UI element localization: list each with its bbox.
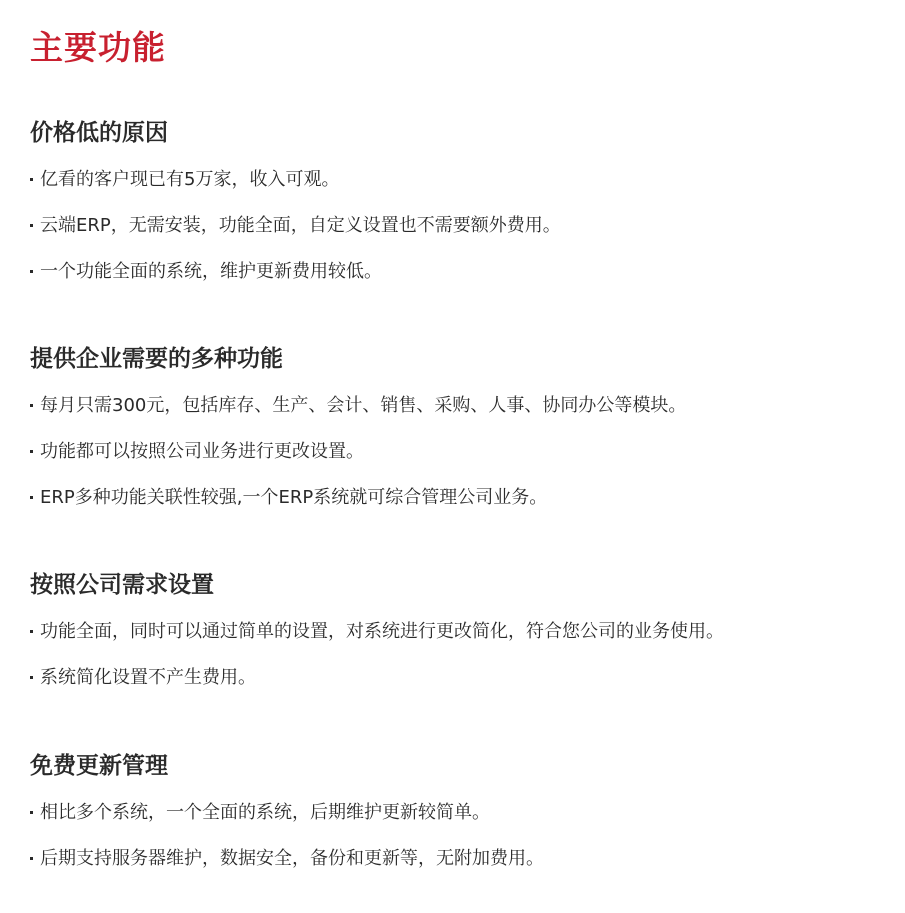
list-item: 后期支持服务器维护，数据安全，备份和更新等，无附加费用。 <box>30 846 890 872</box>
bullet-list <box>30 393 890 511</box>
list-item: 相比多个系统，一个全面的系统，后期维护更新较简单。 <box>30 800 890 826</box>
list-item: 一个功能全面的系统，维护更新费用较低。 <box>30 259 890 285</box>
list-item: 亿看的客户现已有5万家，收入可观。 <box>30 167 890 193</box>
page-title: 主要功能 <box>30 28 166 67</box>
section-multiple-functions <box>30 342 890 511</box>
list-item: 每月只需300元，包括库存、生产、会计、销售、采购、人事、协同办公等模块。 <box>30 393 890 419</box>
bullet-list <box>30 800 890 872</box>
section-heading: 按照公司需求设置 <box>30 572 214 598</box>
section-heading: 提供企业需要的多种功能 <box>30 346 283 372</box>
section-low-price <box>30 116 890 285</box>
list-item: 云端ERP，无需安装，功能全面，自定义设置也不需要额外费用。 <box>30 213 890 239</box>
section-custom-settings <box>30 568 890 691</box>
list-item: 功能都可以按照公司业务进行更改设置。 <box>30 439 890 465</box>
list-item: ERP多种功能关联性较强,一个ERP系统就可综合管理公司业务。 <box>30 485 890 511</box>
bullet-list <box>30 619 890 691</box>
section-heading: 免费更新管理 <box>30 753 168 779</box>
list-item: 系统简化设置不产生费用。 <box>30 665 890 691</box>
list-item: 功能全面，同时可以通过简单的设置，对系统进行更改简化，符合您公司的业务使用。 <box>30 619 890 645</box>
section-heading: 价格低的原因 <box>30 120 168 146</box>
section-free-updates <box>30 749 890 872</box>
bullet-list <box>30 167 890 285</box>
